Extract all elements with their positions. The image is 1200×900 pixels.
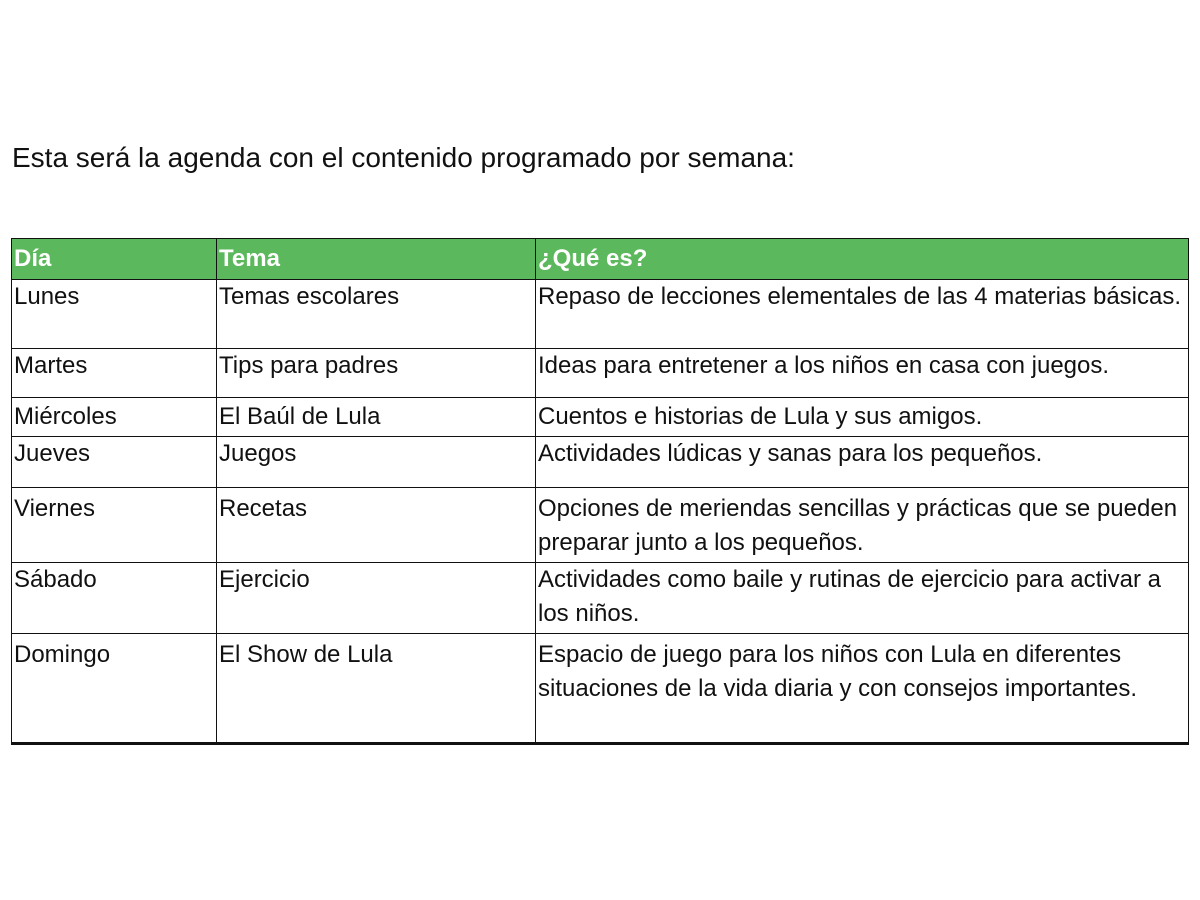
cell-tema: El Show de Lula — [217, 634, 536, 744]
table-row — [12, 488, 1189, 563]
cell-dia: Martes — [12, 349, 217, 398]
agenda-table — [11, 238, 1189, 745]
cell-que-es: Ideas para entretener a los niños en casa con juegos. — [536, 349, 1189, 398]
cell-que-es: Espacio de juego para los niños con Lula en diferentes situaciones de la vida diaria y con consejos importantes. — [536, 634, 1189, 744]
cell-que-es: Actividades lúdicas y sanas para los pequeños. — [536, 437, 1189, 488]
header-dia: Día — [12, 239, 217, 280]
agenda-table-container — [11, 238, 1188, 745]
header-que-es: ¿Qué es? — [536, 239, 1189, 280]
table-row — [12, 349, 1189, 398]
cell-que-es: Actividades como baile y rutinas de ejercicio para activar a los niños. — [536, 563, 1189, 634]
cell-que-es: Cuentos e historias de Lula y sus amigos. — [536, 398, 1189, 437]
header-row — [12, 239, 1189, 280]
cell-dia: Domingo — [12, 634, 217, 744]
table-row — [12, 634, 1189, 744]
cell-dia: Sábado — [12, 563, 217, 634]
agenda-table-header — [12, 239, 1189, 280]
cell-dia: Miércoles — [12, 398, 217, 437]
cell-tema: El Baúl de Lula — [217, 398, 536, 437]
cell-dia: Viernes — [12, 488, 217, 563]
cell-tema: Juegos — [217, 437, 536, 488]
table-row — [12, 563, 1189, 634]
table-row — [12, 280, 1189, 349]
header-tema: Tema — [217, 239, 536, 280]
cell-tema: Ejercicio — [217, 563, 536, 634]
table-row — [12, 398, 1189, 437]
cell-dia: Lunes — [12, 280, 217, 349]
cell-que-es: Repaso de lecciones elementales de las 4 materias básicas. — [536, 280, 1189, 349]
cell-tema: Temas escolares — [217, 280, 536, 349]
agenda-table-body — [12, 280, 1189, 744]
cell-dia: Jueves — [12, 437, 217, 488]
cell-tema: Tips para padres — [217, 349, 536, 398]
cell-tema: Recetas — [217, 488, 536, 563]
table-row — [12, 437, 1189, 488]
intro-text: Esta será la agenda con el contenido programado por semana: — [12, 142, 795, 173]
cell-que-es: Opciones de meriendas sencillas y prácticas que se pueden preparar junto a los pequeños. — [536, 488, 1189, 563]
